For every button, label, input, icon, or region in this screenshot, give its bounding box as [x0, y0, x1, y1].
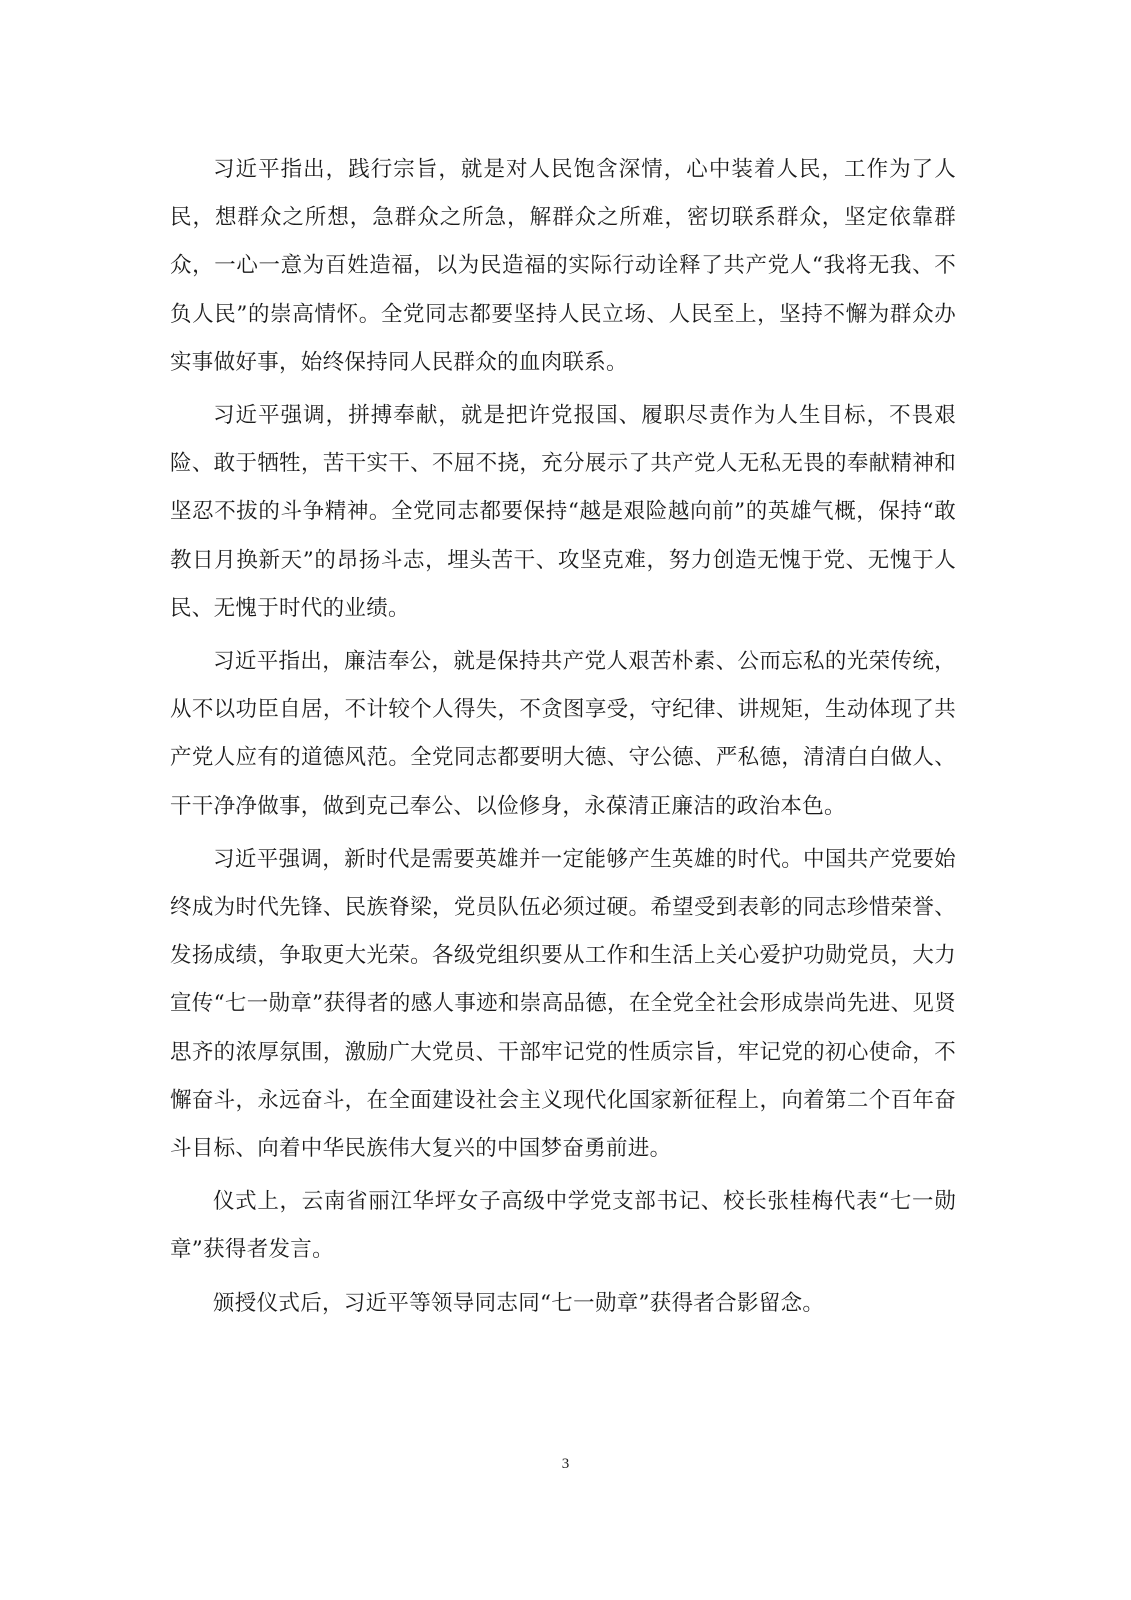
paragraph: 习近平强调，拼搏奉献，就是把许党报国、履职尽责作为人生目标，不畏艰险、敢于牺牲，苦干实干、不屈不挠，充分展示了共产党人无私无畏的奉献精神和坚忍不拔的斗争精神。全党同志都要保持“越是艰险越向前”的英雄气概，保持“敢教日月换新天”的昂扬斗志，埋头苦干、攻坚克难，努力创造无愧于党、无愧于人民、无愧于时代的业绩。	[170, 403, 956, 621]
paragraph: 习近平指出，廉洁奉公，就是保持共产党人艰苦朴素、公而忘私的光荣传统，从不以功臣自居，不计较个人得失，不贪图享受，守纪律、讲规矩，生动体现了共产党人应有的道德风范。全党同志都要明大德、守公德、严私德，清清白白做人、干干净净做事，做到克己奉公、以俭修身，永葆清正廉洁的政治本色。	[170, 649, 956, 819]
paragraph: 仪式上，云南省丽江华坪女子高级中学党支部书记、校长张桂梅代表“七一勋章”获得者发言。	[170, 1189, 956, 1263]
page-number: 3	[561, 1456, 570, 1472]
paragraph: 习近平强调，新时代是需要英雄并一定能够产生英雄的时代。中国共产党要始终成为时代先锋、民族脊梁，党员队伍必须过硬。希望受到表彰的同志珍惜荣誉、发扬成绩，争取更大光荣。各级党组织要从工作和生活上关心爱护功勋党员，大力宣传“七一勋章”获得者的感人事迹和崇高品德，在全党全社会形成崇尚先进、见贤思齐的浓厚氛围，激励广大党员、干部牢记党的性质宗旨，牢记党的初心使命，不懈奋斗，永远奋斗，在全面建设社会主义现代化国家新征程上，向着第二个百年奋斗目标、向着中华民族伟大复兴的中国梦奋勇前进。	[170, 846, 956, 1162]
paragraph: 颁授仪式后，习近平等领导同志同“七一勋章”获得者合影留念。	[213, 1290, 825, 1316]
paragraph: 习近平指出，践行宗旨，就是对人民饱含深情，心中装着人民，工作为了人民，想群众之所想，急群众之所急，解群众之所难，密切联系群众，坚定依靠群众，一心一意为百姓造福，以为民造福的实际行动诠释了共产党人“我将无我、不负人民”的崇高情怀。全党同志都要坚持人民立场、人民至上，坚持不懈为群众办实事做好事，始终保持同人民群众的血肉联系。	[170, 157, 956, 375]
document-body	[170, 146, 956, 1333]
